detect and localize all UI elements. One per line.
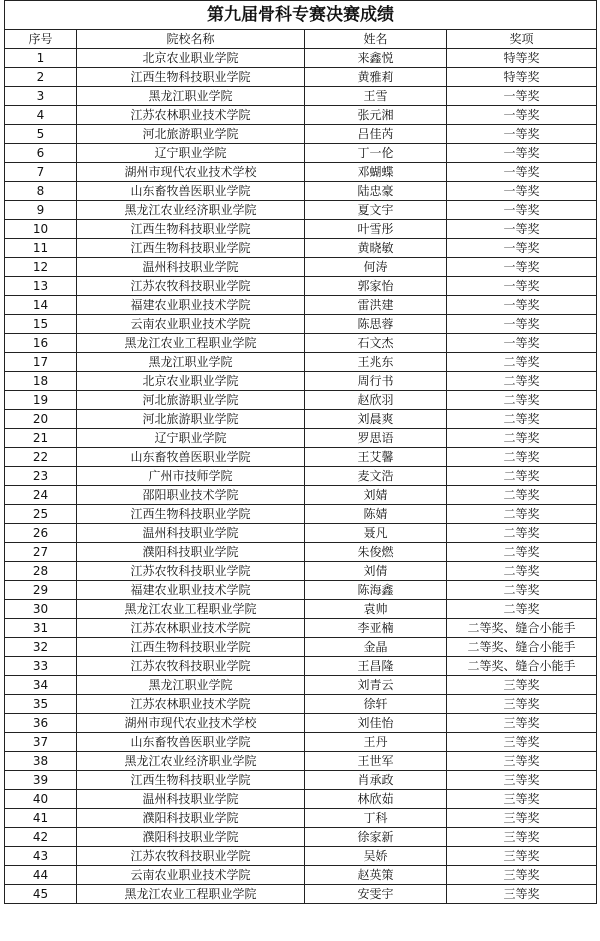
cell-name: 陈海鑫 <box>305 581 447 600</box>
cell-school: 黑龙江农业工程职业学院 <box>77 334 305 353</box>
table-title: 第九届骨科专赛决赛成绩 <box>5 1 597 30</box>
table-row <box>5 144 597 163</box>
table-row <box>5 49 597 68</box>
table-row <box>5 334 597 353</box>
cell-name: 周行书 <box>305 372 447 391</box>
table-row <box>5 733 597 752</box>
cell-school: 黑龙江农业工程职业学院 <box>77 885 305 904</box>
cell-name: 王丹 <box>305 733 447 752</box>
cell-no: 35 <box>5 695 77 714</box>
table-row <box>5 467 597 486</box>
cell-no: 45 <box>5 885 77 904</box>
cell-award: 二等奖 <box>447 600 597 619</box>
cell-school: 辽宁职业学院 <box>77 144 305 163</box>
header-name: 姓名 <box>305 30 447 49</box>
cell-name: 来鑫悦 <box>305 49 447 68</box>
cell-school: 黑龙江职业学院 <box>77 87 305 106</box>
cell-school: 河北旅游职业学院 <box>77 410 305 429</box>
table-row <box>5 182 597 201</box>
cell-school: 江苏农林职业技术学院 <box>77 106 305 125</box>
cell-name: 丁科 <box>305 809 447 828</box>
cell-no: 25 <box>5 505 77 524</box>
table-row <box>5 429 597 448</box>
cell-no: 34 <box>5 676 77 695</box>
table-row <box>5 448 597 467</box>
cell-school: 湖州市现代农业技术学校 <box>77 163 305 182</box>
cell-name: 吴娇 <box>305 847 447 866</box>
table-row <box>5 866 597 885</box>
cell-no: 17 <box>5 353 77 372</box>
cell-school: 湖州市现代农业技术学校 <box>77 714 305 733</box>
cell-no: 3 <box>5 87 77 106</box>
cell-school: 山东畜牧兽医职业学院 <box>77 448 305 467</box>
table-row <box>5 676 597 695</box>
cell-award: 二等奖 <box>447 486 597 505</box>
cell-name: 叶雪彤 <box>305 220 447 239</box>
cell-no: 36 <box>5 714 77 733</box>
cell-award: 二等奖、缝合小能手 <box>447 638 597 657</box>
table-row <box>5 220 597 239</box>
table-row <box>5 619 597 638</box>
cell-name: 王雪 <box>305 87 447 106</box>
cell-name: 何涛 <box>305 258 447 277</box>
table-row <box>5 372 597 391</box>
cell-name: 徐轩 <box>305 695 447 714</box>
cell-no: 41 <box>5 809 77 828</box>
cell-name: 安雯宇 <box>305 885 447 904</box>
cell-award: 三等奖 <box>447 828 597 847</box>
table-row <box>5 239 597 258</box>
table-row <box>5 486 597 505</box>
cell-name: 聂凡 <box>305 524 447 543</box>
cell-award: 一等奖 <box>447 258 597 277</box>
cell-name: 陈婧 <box>305 505 447 524</box>
cell-school: 江苏农林职业技术学院 <box>77 695 305 714</box>
cell-school: 江西生物科技职业学院 <box>77 505 305 524</box>
cell-no: 38 <box>5 752 77 771</box>
table-row <box>5 201 597 220</box>
table-row <box>5 600 597 619</box>
cell-name: 刘倩 <box>305 562 447 581</box>
cell-school: 辽宁职业学院 <box>77 429 305 448</box>
cell-name: 王昌隆 <box>305 657 447 676</box>
cell-award: 二等奖 <box>447 562 597 581</box>
table-row <box>5 505 597 524</box>
cell-no: 14 <box>5 296 77 315</box>
cell-no: 40 <box>5 790 77 809</box>
cell-name: 徐家新 <box>305 828 447 847</box>
cell-award: 特等奖 <box>447 68 597 87</box>
cell-award: 三等奖 <box>447 771 597 790</box>
table-row <box>5 296 597 315</box>
cell-no: 1 <box>5 49 77 68</box>
cell-school: 温州科技职业学院 <box>77 790 305 809</box>
cell-name: 林欣茹 <box>305 790 447 809</box>
cell-name: 吕佳芮 <box>305 125 447 144</box>
cell-no: 13 <box>5 277 77 296</box>
cell-no: 11 <box>5 239 77 258</box>
table-row <box>5 543 597 562</box>
cell-school: 北京农业职业学院 <box>77 372 305 391</box>
table-row <box>5 809 597 828</box>
table-row <box>5 410 597 429</box>
title-row <box>5 1 597 30</box>
cell-no: 43 <box>5 847 77 866</box>
cell-name: 陆忠豪 <box>305 182 447 201</box>
cell-award: 一等奖 <box>447 87 597 106</box>
cell-school: 广州市技师学院 <box>77 467 305 486</box>
cell-no: 2 <box>5 68 77 87</box>
cell-award: 一等奖 <box>447 144 597 163</box>
cell-school: 温州科技职业学院 <box>77 524 305 543</box>
cell-award: 三等奖 <box>447 676 597 695</box>
cell-school: 江苏农牧科技职业学院 <box>77 277 305 296</box>
table-row <box>5 828 597 847</box>
cell-name: 刘晨爽 <box>305 410 447 429</box>
cell-award: 二等奖 <box>447 467 597 486</box>
cell-award: 三等奖 <box>447 695 597 714</box>
cell-school: 河北旅游职业学院 <box>77 391 305 410</box>
table-row <box>5 714 597 733</box>
cell-award: 一等奖 <box>447 106 597 125</box>
cell-school: 江西生物科技职业学院 <box>77 220 305 239</box>
cell-no: 27 <box>5 543 77 562</box>
table-row <box>5 885 597 904</box>
cell-award: 二等奖 <box>447 505 597 524</box>
cell-name: 郭家怡 <box>305 277 447 296</box>
table-row <box>5 353 597 372</box>
cell-award: 二等奖 <box>447 372 597 391</box>
cell-school: 黑龙江农业经济职业学院 <box>77 201 305 220</box>
table-row <box>5 771 597 790</box>
cell-award: 三等奖 <box>447 866 597 885</box>
cell-award: 二等奖 <box>447 429 597 448</box>
cell-name: 王兆东 <box>305 353 447 372</box>
cell-award: 三等奖 <box>447 790 597 809</box>
table-body <box>5 49 597 904</box>
cell-name: 雷洪建 <box>305 296 447 315</box>
cell-award: 一等奖 <box>447 277 597 296</box>
cell-award: 一等奖 <box>447 315 597 334</box>
header-award: 奖项 <box>447 30 597 49</box>
table-row <box>5 695 597 714</box>
cell-award: 三等奖 <box>447 847 597 866</box>
cell-school: 江苏农牧科技职业学院 <box>77 657 305 676</box>
table-row <box>5 524 597 543</box>
cell-school: 北京农业职业学院 <box>77 49 305 68</box>
cell-no: 28 <box>5 562 77 581</box>
cell-school: 邵阳职业技术学院 <box>77 486 305 505</box>
cell-award: 三等奖 <box>447 752 597 771</box>
cell-award: 二等奖 <box>447 581 597 600</box>
cell-award: 二等奖、缝合小能手 <box>447 657 597 676</box>
cell-no: 15 <box>5 315 77 334</box>
cell-no: 19 <box>5 391 77 410</box>
cell-school: 濮阳科技职业学院 <box>77 828 305 847</box>
cell-award: 二等奖 <box>447 353 597 372</box>
cell-award: 特等奖 <box>447 49 597 68</box>
cell-school: 福建农业职业技术学院 <box>77 581 305 600</box>
cell-school: 江苏农牧科技职业学院 <box>77 847 305 866</box>
cell-name: 丁一伦 <box>305 144 447 163</box>
cell-no: 9 <box>5 201 77 220</box>
cell-name: 王艾馨 <box>305 448 447 467</box>
table-row <box>5 258 597 277</box>
cell-school: 山东畜牧兽医职业学院 <box>77 733 305 752</box>
cell-name: 金晶 <box>305 638 447 657</box>
cell-award: 一等奖 <box>447 201 597 220</box>
cell-no: 42 <box>5 828 77 847</box>
cell-school: 江西生物科技职业学院 <box>77 771 305 790</box>
cell-school: 黑龙江职业学院 <box>77 676 305 695</box>
cell-award: 三等奖 <box>447 714 597 733</box>
cell-school: 黑龙江职业学院 <box>77 353 305 372</box>
cell-award: 三等奖 <box>447 885 597 904</box>
cell-no: 44 <box>5 866 77 885</box>
cell-no: 31 <box>5 619 77 638</box>
table-row <box>5 657 597 676</box>
table-row <box>5 562 597 581</box>
cell-award: 一等奖 <box>447 239 597 258</box>
cell-name: 朱俊燃 <box>305 543 447 562</box>
cell-name: 赵欣羽 <box>305 391 447 410</box>
cell-no: 32 <box>5 638 77 657</box>
cell-school: 濮阳科技职业学院 <box>77 543 305 562</box>
cell-name: 刘青云 <box>305 676 447 695</box>
cell-award: 二等奖、缝合小能手 <box>447 619 597 638</box>
cell-no: 18 <box>5 372 77 391</box>
cell-award: 三等奖 <box>447 809 597 828</box>
cell-award: 二等奖 <box>447 524 597 543</box>
cell-school: 温州科技职业学院 <box>77 258 305 277</box>
cell-school: 山东畜牧兽医职业学院 <box>77 182 305 201</box>
cell-award: 三等奖 <box>447 733 597 752</box>
header-school: 院校名称 <box>77 30 305 49</box>
cell-name: 肖承政 <box>305 771 447 790</box>
cell-award: 一等奖 <box>447 334 597 353</box>
cell-no: 10 <box>5 220 77 239</box>
cell-award: 一等奖 <box>447 125 597 144</box>
cell-name: 袁帅 <box>305 600 447 619</box>
cell-school: 江苏农林职业技术学院 <box>77 619 305 638</box>
cell-award: 二等奖 <box>447 410 597 429</box>
cell-award: 二等奖 <box>447 543 597 562</box>
cell-school: 福建农业职业技术学院 <box>77 296 305 315</box>
cell-award: 二等奖 <box>447 391 597 410</box>
cell-name: 夏文宇 <box>305 201 447 220</box>
results-table <box>4 0 597 904</box>
table-row <box>5 163 597 182</box>
cell-school: 江西生物科技职业学院 <box>77 239 305 258</box>
cell-name: 黄晓敏 <box>305 239 447 258</box>
cell-no: 12 <box>5 258 77 277</box>
cell-school: 濮阳科技职业学院 <box>77 809 305 828</box>
cell-name: 邓蝴蝶 <box>305 163 447 182</box>
table-row <box>5 87 597 106</box>
table-row <box>5 315 597 334</box>
cell-award: 一等奖 <box>447 296 597 315</box>
cell-school: 黑龙江农业工程职业学院 <box>77 600 305 619</box>
cell-no: 21 <box>5 429 77 448</box>
cell-no: 6 <box>5 144 77 163</box>
table-row <box>5 277 597 296</box>
cell-name: 石文杰 <box>305 334 447 353</box>
cell-school: 云南农业职业技术学院 <box>77 866 305 885</box>
cell-award: 一等奖 <box>447 220 597 239</box>
cell-no: 23 <box>5 467 77 486</box>
cell-name: 王世军 <box>305 752 447 771</box>
cell-school: 江西生物科技职业学院 <box>77 638 305 657</box>
table-row <box>5 847 597 866</box>
cell-award: 一等奖 <box>447 182 597 201</box>
cell-no: 29 <box>5 581 77 600</box>
cell-name: 李亚楠 <box>305 619 447 638</box>
cell-award: 二等奖 <box>447 448 597 467</box>
cell-no: 8 <box>5 182 77 201</box>
cell-school: 河北旅游职业学院 <box>77 125 305 144</box>
cell-name: 刘婧 <box>305 486 447 505</box>
table-row <box>5 752 597 771</box>
cell-school: 江苏农牧科技职业学院 <box>77 562 305 581</box>
cell-no: 4 <box>5 106 77 125</box>
cell-no: 16 <box>5 334 77 353</box>
table-row <box>5 391 597 410</box>
cell-no: 26 <box>5 524 77 543</box>
cell-name: 张元湘 <box>305 106 447 125</box>
table-row <box>5 638 597 657</box>
cell-no: 20 <box>5 410 77 429</box>
cell-name: 刘佳怡 <box>305 714 447 733</box>
cell-no: 33 <box>5 657 77 676</box>
cell-no: 7 <box>5 163 77 182</box>
cell-no: 37 <box>5 733 77 752</box>
table-row <box>5 125 597 144</box>
table-row <box>5 581 597 600</box>
cell-name: 罗思语 <box>305 429 447 448</box>
cell-no: 39 <box>5 771 77 790</box>
header-row <box>5 30 597 49</box>
table-row <box>5 68 597 87</box>
cell-name: 陈思蓉 <box>305 315 447 334</box>
cell-name: 赵英策 <box>305 866 447 885</box>
cell-no: 5 <box>5 125 77 144</box>
cell-award: 一等奖 <box>447 163 597 182</box>
header-no: 序号 <box>5 30 77 49</box>
cell-school: 黑龙江农业经济职业学院 <box>77 752 305 771</box>
table-row <box>5 106 597 125</box>
cell-name: 黄雅莉 <box>305 68 447 87</box>
cell-name: 麦文浩 <box>305 467 447 486</box>
cell-no: 24 <box>5 486 77 505</box>
cell-school: 云南农业职业技术学院 <box>77 315 305 334</box>
cell-no: 22 <box>5 448 77 467</box>
cell-no: 30 <box>5 600 77 619</box>
table-row <box>5 790 597 809</box>
cell-school: 江西生物科技职业学院 <box>77 68 305 87</box>
